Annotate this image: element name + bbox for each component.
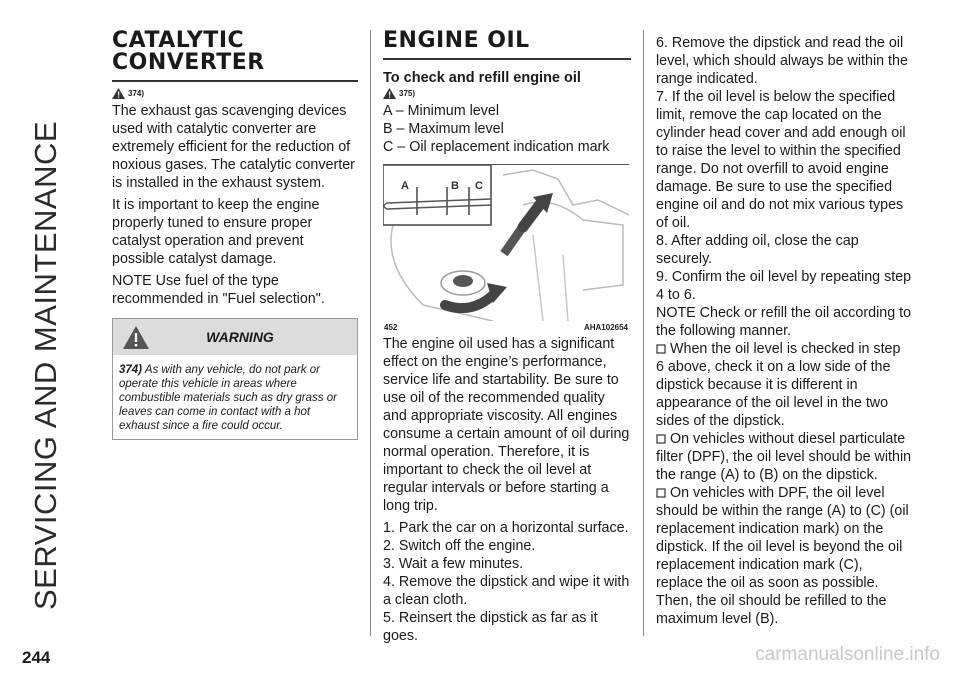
bullet-text: On vehicles with DPF, the oil level should be within the range (A) to (C) (oil replacement indication mark) on the dipstick. If the oil level is beyond the oil replacement indication mark (C), replace the oil as soon as possible. Then, the oil should be refilled to the maximum level (B).	[656, 485, 909, 627]
warning-triangle-icon	[123, 326, 149, 349]
warning-number: 374)	[119, 364, 143, 376]
note-paragraph: NOTE Check or refill the oil according to the following manner.	[656, 305, 912, 339]
engine-oil-subheading: To check and refill engine oil	[383, 70, 581, 86]
warning-icon	[112, 88, 125, 99]
section-side-title	[16, 22, 70, 622]
bullet-text: When the oil level is checked in step 6 above, check it on a low side of the dipstick because it is different in appearance of the oil level in the two sides of the dipstick.	[656, 341, 901, 429]
bullet-icon	[656, 344, 666, 354]
paragraph: The engine oil used has a significant effect on the engine’s performance, service life and startability. Be sure to use oil of the recommended quality and appropriate viscosity. All engines consume a certain amount of oil during normal operation. Therefore, it is important to check the oil level at regular intervals or before starting a long trip.	[383, 336, 630, 514]
engine-oil-heading: ENGINE OIL	[383, 28, 530, 53]
paragraph: NOTE Use fuel of the type recommended in "Fuel selection".	[112, 273, 325, 307]
bullet-icon	[656, 488, 666, 498]
catalytic-heading-line1: CATALYTIC	[112, 28, 245, 53]
catalytic-heading-line2: CONVERTER	[112, 50, 265, 75]
step-item: 3. Wait a few minutes.	[383, 556, 524, 572]
side-title-text: SERVICING AND MAINTENANCE	[28, 120, 63, 610]
step-item: 7. If the oil level is below the specified limit, remove the cap located on the cylinder head cover and add enough oil to raise the level to within the specified range. Do not overfill to avoid engine damage. Be sure to use the specified engine oil and do not mix various types of oil.	[656, 89, 906, 231]
heading-rule	[383, 58, 631, 60]
step-item: 5. Reinsert the dipstick as far as it goes.	[383, 610, 598, 644]
warning-body	[113, 355, 357, 439]
warning-header	[113, 319, 357, 355]
bullet-item	[656, 430, 912, 484]
legend-item-b: B – Maximum level	[383, 121, 504, 137]
figure-code: AHA102654	[583, 323, 628, 332]
paragraph: It is important to keep the engine properly tuned to ensure proper catalyst operation and prevent possible catalyst damage.	[112, 197, 320, 267]
warning-icon	[383, 88, 396, 99]
middle-column	[383, 30, 631, 645]
fig-label-c: C	[475, 180, 483, 192]
warning-text: As with any vehicle, do not park or operate this vehicle in areas where combustible materials such as dry grass or leaves can come in contact with a hot exhaust since a fire could occur.	[119, 364, 337, 432]
bullet-icon	[656, 434, 666, 444]
column-divider-1	[370, 30, 371, 636]
dipstick-figure	[383, 164, 629, 332]
column-divider-2	[643, 30, 644, 636]
step-item: 6. Remove the dipstick and read the oil level, which should always be within the range indicated.	[656, 35, 908, 87]
figure-caption	[383, 321, 629, 332]
step-item: 8. After adding oil, close the cap securely.	[656, 233, 859, 267]
step-item: 2. Switch off the engine.	[383, 538, 536, 554]
fig-label-b: B	[451, 180, 459, 192]
reference-marker	[383, 88, 631, 99]
left-column	[112, 30, 358, 440]
figure-number: 452	[384, 323, 398, 332]
bullet-item	[656, 484, 912, 628]
bullet-item	[656, 340, 912, 430]
reference-number: 374)	[128, 89, 145, 98]
page-number: 244	[22, 648, 51, 667]
bullet-text: On vehicles without diesel particulate filter (DPF), the oil level should be within the range (A) to (B) on the dipstick.	[656, 431, 912, 483]
dipstick-illustration	[383, 165, 629, 321]
step-item: 4. Remove the dipstick and wipe it with a clean cloth.	[383, 574, 630, 608]
heading-rule	[112, 80, 358, 82]
right-column	[656, 34, 912, 628]
step-item: 1. Park the car on a horizontal surface.	[383, 520, 629, 536]
fig-label-a: A	[401, 180, 409, 192]
watermark: carmanualsonline.info	[755, 644, 940, 665]
legend-item-c: C – Oil replacement indication mark	[383, 139, 610, 155]
legend-item-a: A – Minimum level	[383, 103, 500, 119]
warning-title: WARNING	[206, 329, 274, 345]
warning-box	[112, 318, 358, 440]
reference-marker	[112, 88, 358, 99]
paragraph: The exhaust gas scavenging devices used with catalytic converter are extremely efficient for the reduction of noxious gases. The catalytic converter is installed in the exhaust system.	[112, 103, 355, 191]
step-item: 9. Confirm the oil level by repeating step 4 to 6.	[656, 269, 912, 303]
reference-number: 375)	[399, 89, 416, 98]
